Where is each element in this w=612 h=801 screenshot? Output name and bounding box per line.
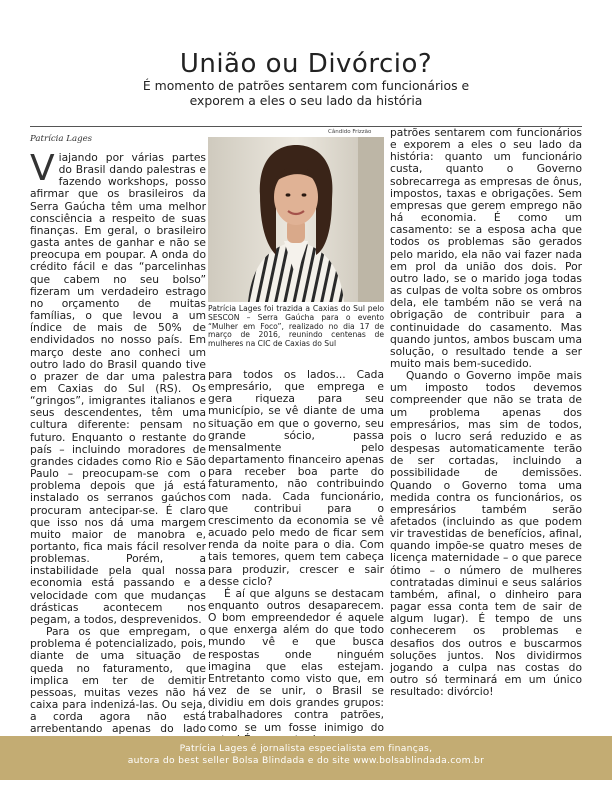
paragraph: É aí que alguns se destacam enquanto outros desaparecem. O bom empreendedor é aquele que enxerga além do que todo mundo vê e que busca respostas onde ninguém imagina que elas estejam. Entretanto como visto que, em vez de se unir, o Brasil se dividiu em dois grandes grupos: trabalhadores contra patrões, como se um fosse inimigo do — [208, 586, 384, 734]
author-bio — [0, 743, 612, 767]
paragraph: Para os que empregam, o problema é potencializado, pois, diante de uma situação de queda no faturamento, que implica em ter de demitir pessoas, muitas vezes não há caixa para indenizá-las. Ou seja, a corda agora não está arrebentando apenas do lado — [30, 625, 206, 736]
article-column-3 — [390, 127, 582, 698]
paragraph: patrões sentarem com funcionários e exporem a eles o seu lado da história: quanto um funcionário custa, quanto o Governo sobrecarrega as empresas de ônus, impostos, taxas e obrigações. Sem empresas que gerem emprego não há economia. É como um casamento: se a esposa acha que todos os problemas são gerados pelo marido, ela não vai fazer nada em prol da união dos dois. Por outro lado, se o marido joga todas as culpas de volta sobre os ombros dela, ele também não se verá na obrigação de contribuir para a continuidade do casamento. Mas quando juntos, ambos buscam uma solução, o resultado tende a ser muito mais bem-sucedido. — [390, 126, 582, 370]
subtitle-line-2: exporem a eles o seu lado da história — [189, 93, 423, 108]
author-photo — [208, 137, 384, 302]
paragraph: Quando o Governo impõe mais um imposto todos devemos compreender que não se trata de um problema apenas dos empresários, mas sim de todos, pois o lucro será reduzido e as despesas automaticamente terão de ser cortadas, incluindo a possibilidade de demissões. Quando o Governo toma uma medida contra os funcionários, os empresários também serão afetados (incluindo as que podem vir travestidas de benefícios, afinal, quando impõe-se quatro meses de licença maternidade – o que parece ótimo – o número de mulheres contratadas diminui e seus salários também, afinal, o dinheiro para pagar essa conta tem de sair de algum lugar). É tempo de uns conhecerem os problemas e desafios dos outros e buscarmos soluções juntos. Nos dividirmos jogando a culpa nas costas do outro só terminará em um único resultado: divórcio! — [390, 369, 582, 699]
article-column-1 — [30, 148, 206, 748]
article-title: União ou Divórcio? — [179, 49, 433, 80]
portrait-image — [208, 137, 384, 302]
bio-line-1: Patrícia Lages é jornalista especialista em finanças, — [179, 743, 433, 754]
bio-line-2: autora do best seller Bolsa Blindada e do site www.bolsablindada.com.br — [127, 755, 485, 766]
paragraph — [30, 148, 206, 626]
subtitle-line-1: É momento de patrões sentarem com funcionários e — [142, 78, 470, 93]
article-subtitle — [100, 78, 512, 108]
photo-caption: Patrícia Lages foi trazida a Caxias do Sul pelo SESCON – Serra Gaúcha para o evento “Mulher em Foco”, realizado no dia 17 de março de 2016, reunindo centenas de mulheres na CIC de Caxias do Sul — [208, 304, 384, 349]
author-bio-footer — [0, 736, 612, 780]
author-byline: Patrícia Lages — [30, 134, 93, 144]
paragraph: para todos os lados... Cada empresário, que emprega e gera riqueza para seu município, se vê diante de uma situação em que o governo, seu grande sócio, passa mensalmente pelo departamento financeiro apenas para receber boa parte do faturamento, não contribuindo com nada. Cada funcionário, que contribui para o crescimento da economia se vê acuado pelo medo de ficar sem renda da noite para o dia. Com tais temores, quem tem cabeça para produzir, crescer e sair desse ciclo? — [208, 368, 384, 588]
drop-cap: V — [30, 148, 55, 189]
article-column-2 — [208, 369, 384, 746]
photo-credit: Cândido Frizzão — [328, 129, 372, 135]
paragraph-text: iajando por várias partes do Brasil dando palestras e fazendo workshops, posso afirmar que os brasileiros da Serra Gaúcha têm uma melhor consciência a respeito de suas finanças. Em geral, o brasileiro gasta antes de ganhar e não se preocupa em poupar. A onda do crédito fácil e das “parcelinhas que cabem no seu bolso” fizeram um verdadeiro estrago no orçamento de muitas famílias, o que levou a um índice de mais de 50% de endividados no nosso país. Em março deste ano conheci um outro lado do Brasil quando tive o prazer de dar uma palestra em Caxias do Sul (RS). Os “gringos”, imigrantes italianos e seus descendentes, têm uma cultura diferente: pensam no futuro. Enquanto o restante do país – incluindo moradores de grandes cidades como Rio e São Paulo – preocupam-se com o problema depois que já está instalado os serranos gaúchos procuram antecipar-se. É claro que isso nos dá uma margem muito maior de manobra e, portanto, fica mais fácil resolver problemas. Porém, a instabilidade pela qual nossa economia está passando e a velocidade com que mudanças drásticas acontecem nos pegam, a todos, desprevenidos. — [30, 151, 206, 626]
